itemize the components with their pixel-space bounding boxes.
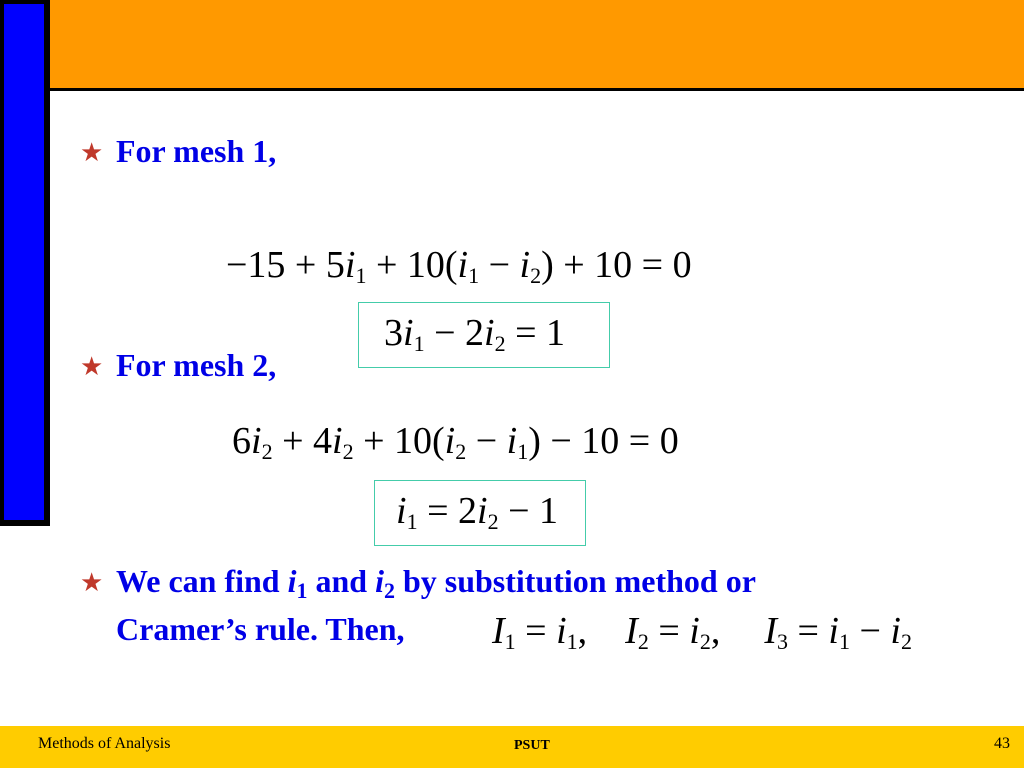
star-icon: ★ xyxy=(80,138,104,167)
star-icon: ★ xyxy=(80,352,104,381)
side-bar xyxy=(0,0,50,526)
header-divider xyxy=(48,88,1024,91)
mesh2-result: $i_1 = 2i_2 - 1$ xyxy=(396,490,558,534)
header-bar xyxy=(0,0,1024,88)
footer-org: PSUT xyxy=(514,738,550,753)
footer-title: Methods of Analysis xyxy=(38,735,171,752)
side-bar-fill xyxy=(4,4,44,520)
bullet-mesh1: For mesh 1, xyxy=(116,133,277,169)
page-number: 43 xyxy=(994,735,1010,752)
bullet-mesh2: For mesh 2, xyxy=(116,347,277,383)
mesh2-equation: $6i_2 + 4i_2 + 10(i_2 - i_1) - 10 = 0$ xyxy=(232,420,679,464)
current-definitions: $I_1 = i_1$, $I_2 = i_2$, $I_3 = i_1 - i_2$ xyxy=(492,610,912,654)
bullet-final-line1: We can find i1 and i2 by substitution method or xyxy=(116,563,756,603)
star-icon: ★ xyxy=(80,568,104,597)
bullet-final-line2: Cramer’s rule. Then, xyxy=(116,611,405,647)
mesh1-result: $3i_1 - 2i_2 = 1$ xyxy=(384,312,565,356)
mesh1-equation: $-15 + 5i_1 + 10(i_1 - i_2) + 10 = 0$ xyxy=(226,244,692,288)
